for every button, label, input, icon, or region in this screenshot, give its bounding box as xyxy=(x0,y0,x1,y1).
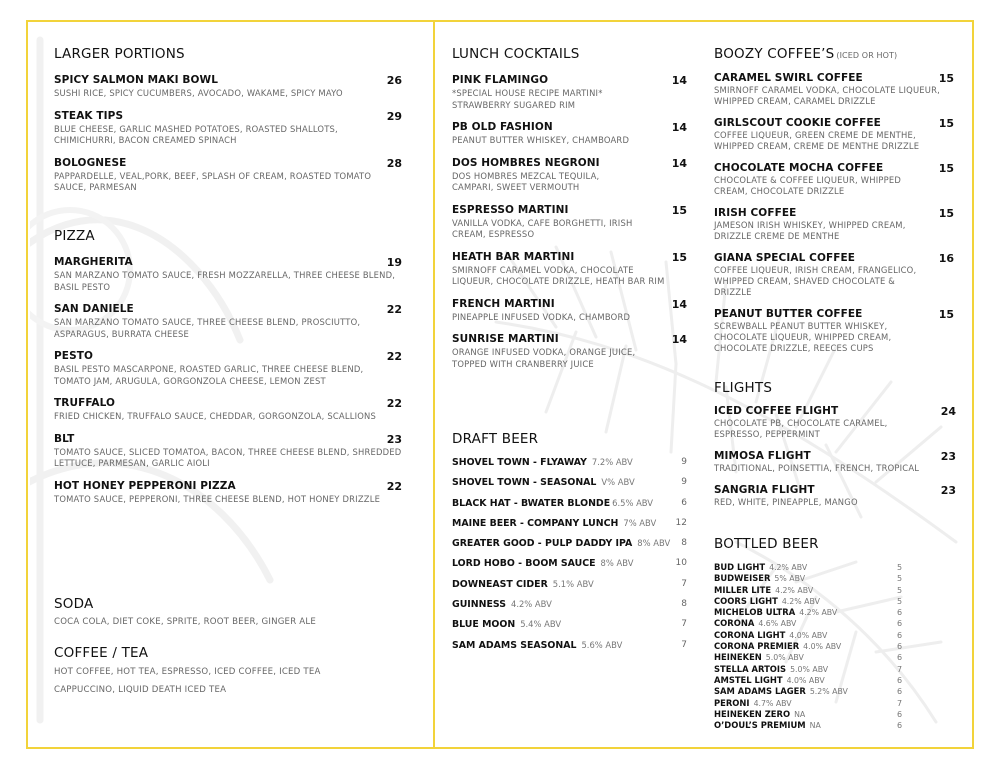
item-description: BASIL PESTO MASCARPONE, ROASTED GARLIC, THREE CHEESE BLEND, TOMATO JAM, ARUGULA, GORGONZOLA CHEESE, LEMON ZEST xyxy=(54,364,364,386)
beer-name: CORONA xyxy=(714,618,755,629)
item-description: TOMATO SAUCE, SLICED TOMATOA, BACON, THREE CHEESE BLEND, SHREDDED LETTUCE, PARMESAN, GARLIC AIOLI xyxy=(54,446,402,468)
beer-name: HEINEKEN ZERO xyxy=(714,708,791,719)
item-name: PESTO xyxy=(54,350,94,362)
item-price: 22 xyxy=(386,397,402,410)
beer-abv: 7% ABV xyxy=(623,517,657,528)
page-divider xyxy=(433,20,435,749)
item-price: 28 xyxy=(386,156,402,170)
item-description: *SPECIAL HOUSE RECIPE MARTINI* STRAWBERRY SUGARED RIM xyxy=(452,88,603,110)
beer-name: O’DOUL’S PREMIUM xyxy=(714,720,806,731)
menu-item xyxy=(54,74,402,100)
section-title: DRAFT BEER xyxy=(452,431,539,447)
beer-abv: 4.2% ABV xyxy=(799,608,838,618)
item-description: PAPPARDELLE, VEAL,PORK, BEEF, SPLASH OF CREAM, ROASTED TOMATO SAUCE, PARMESAN xyxy=(54,170,372,192)
item-description: PINEAPPLE INFUSED VODKA, CHAMBORD xyxy=(452,311,631,322)
item-price: 23 xyxy=(386,432,402,446)
item-name: PB OLD FASHION xyxy=(452,121,553,133)
beer-price: 6 xyxy=(897,642,903,652)
menu-item xyxy=(452,251,687,288)
item-price: 26 xyxy=(386,74,402,87)
item-price: 29 xyxy=(386,109,402,123)
menu-item xyxy=(54,480,402,506)
beer-row xyxy=(452,517,687,537)
item-description: CHOCOLATE PB, CHOCOLATE CARAMEL, ESPRESSO, PEPPERMINT xyxy=(714,418,888,439)
menu-item xyxy=(452,298,687,324)
beer-price: 6 xyxy=(897,709,903,719)
item-name: CARAMEL SWIRL COFFEE xyxy=(714,72,863,84)
beer-price: 6 xyxy=(897,608,903,618)
item-name: STEAK TIPS xyxy=(54,109,124,122)
beer-row xyxy=(452,557,687,577)
beer-name: MILLER LITE xyxy=(714,584,772,595)
beer-abv: 8% ABV xyxy=(637,538,671,549)
item-description: DOS HOMBRES MEZCAL TEQUILA, CAMPARI, SWEET VERMOUTH xyxy=(452,170,600,192)
item-name: BOLOGNESE xyxy=(54,156,127,169)
item-description: COFFEE LIQUEUR, IRISH CREAM, FRANGELICO, WHIPPED CREAM, SHAVED CHOCOLATE & DRIZZLE xyxy=(714,265,917,297)
item-name: PEANUT BUTTER COFFEE xyxy=(714,308,863,320)
beer-name: GREATER GOOD - PULP DADDY IPA xyxy=(452,538,633,550)
beer-name: SHOVEL TOWN - FLYAWAY xyxy=(452,457,587,468)
item-name: MIMOSA FLIGHT xyxy=(714,450,811,462)
beer-name: CORONA LIGHT xyxy=(714,629,786,640)
beer-row xyxy=(452,618,687,638)
item-description: FRIED CHICKEN, TRUFFALO SAUCE, CHEDDAR, GORGONZOLA, SCALLIONS xyxy=(54,411,377,421)
menu-item xyxy=(714,207,954,242)
item-name: FRENCH MARTINI xyxy=(452,297,555,310)
item-description: RED, WHITE, PINEAPPLE, MANGO xyxy=(714,497,858,507)
item-price: 22 xyxy=(386,350,402,363)
item-description: SMIRNOFF CARAMEL VODKA, CHOCOLATE LIQUEUR, CHOCOLATE DRIZZLE, HEATH BAR RIM xyxy=(452,264,665,286)
beer-price: 6 xyxy=(897,653,903,663)
item-price: 22 xyxy=(386,479,402,493)
item-price: 14 xyxy=(671,297,687,311)
bottle-row xyxy=(714,664,954,675)
beer-name: PERONI xyxy=(714,697,750,708)
section-title xyxy=(714,46,954,62)
item-description: SMIRNOFF CARAMEL VODKA, CHOCOLATE LIQUEUR, WHIPPED CREAM, CARAMEL DRIZZLE xyxy=(714,85,940,106)
item-name: MARGHERITA xyxy=(54,256,133,268)
beer-abv: 4.7% ABV xyxy=(753,698,792,708)
item-description: SCREWBALL PEANUT BUTTER WHISKEY, CHOCOLATE LIQUEUR, WHIPPED CREAM, CHOCOLATE DRIZZLE, REECES CUPS xyxy=(714,321,892,353)
section-title: LARGER PORTIONS xyxy=(54,46,185,62)
section-pizza xyxy=(54,228,402,505)
bottle-row xyxy=(714,686,954,697)
beer-name: BLACK HAT - BWATER BLONDE xyxy=(452,497,611,509)
menu-item xyxy=(54,110,402,147)
section-title: COFFEE / TEA xyxy=(54,645,149,661)
item-price: 15 xyxy=(671,203,687,217)
item-price: 15 xyxy=(938,308,954,321)
beer-price: 7 xyxy=(897,698,903,708)
item-description: JAMESON IRISH WHISKEY, WHIPPED CREAM, DRIZZLE CREME DE MENTHE xyxy=(714,220,906,241)
item-price: 23 xyxy=(940,450,956,463)
bottle-row xyxy=(714,675,954,686)
item-name: CHOCOLATE MOCHA COFFEE xyxy=(714,162,884,174)
item-price: 14 xyxy=(671,74,687,87)
beer-abv: 4.0% ABV xyxy=(803,642,842,652)
item-description: CHOCOLATE & COFFEE LIQUEUR, WHIPPED CREAM, CHOCOLATE DRIZZLE xyxy=(714,175,902,196)
beer-price: 5 xyxy=(897,585,903,595)
item-price: 22 xyxy=(386,303,402,316)
menu-item xyxy=(54,303,402,340)
item-description: VANILLA VODKA, CAFE BORGHETTI, IRISH CREAM, ESPRESSO xyxy=(452,217,633,239)
beer-price: 7 xyxy=(681,639,687,650)
beer-abv: 4.2% ABV xyxy=(510,599,552,610)
beer-name: COORS LIGHT xyxy=(714,595,778,606)
item-price: 24 xyxy=(940,405,956,418)
item-name: GIANA SPECIAL COFFEE xyxy=(714,252,856,264)
beer-abv: 5.2% ABV xyxy=(809,687,848,697)
section-title: PIZZA xyxy=(54,228,95,244)
item-price: 15 xyxy=(938,207,954,220)
beer-name: HEINEKEN xyxy=(714,652,762,663)
section-boozy-coffees xyxy=(714,46,954,354)
item-price: 16 xyxy=(938,252,954,265)
menu-item xyxy=(54,256,402,293)
menu-item xyxy=(714,252,954,298)
item-price: 15 xyxy=(938,162,954,175)
item-name: HOT HONEY PEPPERONI PIZZA xyxy=(54,479,236,492)
beer-price: 6 xyxy=(897,721,903,731)
beer-name: GUINNESS xyxy=(452,599,506,611)
beer-row xyxy=(452,639,687,659)
section-subtitle: (ICED OR HOT) xyxy=(836,51,898,60)
item-name: DOS HOMBRES NEGRONI xyxy=(452,156,600,169)
menu-item xyxy=(54,433,402,470)
section-flights xyxy=(714,380,956,508)
beer-price: 7 xyxy=(681,619,687,630)
item-price: 15 xyxy=(938,117,954,130)
menu-item xyxy=(54,157,402,194)
beer-name: BUD LIGHT xyxy=(714,562,766,572)
beer-abv: 4.2% ABV xyxy=(781,596,820,606)
beer-abv: 5.0% ABV xyxy=(765,653,804,663)
beer-price: 5 xyxy=(897,596,903,606)
menu-item xyxy=(714,450,956,474)
bottle-row xyxy=(714,698,954,709)
beer-abv: 5.6% ABV xyxy=(581,639,623,650)
bottle-row xyxy=(714,618,954,629)
menu-item xyxy=(714,162,954,197)
beer-name: DOWNEAST CIDER xyxy=(452,578,548,590)
beer-abv: 4.2% ABV xyxy=(769,563,808,572)
item-description: ORANGE INFUSED VODKA, ORANGE JUICE, TOPPED WITH CRANBERRY JUICE xyxy=(452,347,636,369)
section-title-text: BOOZY COFFEE’S xyxy=(714,46,835,62)
menu-item xyxy=(714,405,956,440)
beer-price: 8 xyxy=(681,538,687,549)
beer-price: 7 xyxy=(681,578,687,589)
beer-name: LORD HOBO - BOOM SAUCE xyxy=(452,558,596,570)
menu-item xyxy=(452,121,687,147)
menu-item xyxy=(54,350,402,387)
beer-name: AMSTEL LIGHT xyxy=(714,674,783,685)
item-price: 14 xyxy=(671,156,687,170)
beer-price: 6 xyxy=(897,687,903,697)
section-bottled-beer xyxy=(714,536,954,731)
item-description: TOMATO SAUCE, PEPPERONI, THREE CHEESE BLEND, HOT HONEY DRIZZLE xyxy=(54,493,381,504)
beer-name: MICHELOB ULTRA xyxy=(714,607,796,618)
item-name: ESPRESSO MARTINI xyxy=(452,203,569,216)
beer-price: 7 xyxy=(897,664,903,674)
beer-price: 8 xyxy=(681,599,687,610)
beer-name: BLUE MOON xyxy=(452,619,516,631)
beer-abv: NA xyxy=(794,709,806,719)
beer-name: SAM ADAMS SEASONAL xyxy=(452,639,577,651)
menu-item xyxy=(714,117,954,152)
item-price: 14 xyxy=(671,121,687,134)
beer-row xyxy=(452,598,687,618)
beer-price: 12 xyxy=(675,517,687,528)
menu-item xyxy=(452,333,687,370)
section-title: SODA xyxy=(54,596,94,612)
menu-item xyxy=(54,397,402,423)
beer-price: 5 xyxy=(897,563,903,572)
beer-name: BUDWEISER xyxy=(714,573,771,584)
bottle-row xyxy=(714,720,954,731)
bottle-row xyxy=(714,607,954,618)
beer-row xyxy=(452,476,687,496)
beer-price: 10 xyxy=(675,558,687,569)
item-description: SAN MARZANO TOMATO SAUCE, FRESH MOZZARELLA, THREE CHEESE BLEND, BASIL PESTO xyxy=(54,270,396,292)
beer-row xyxy=(452,537,687,557)
section-coffee-tea xyxy=(54,645,402,696)
beer-abv: 5.1% ABV xyxy=(552,578,594,589)
section-title: LUNCH COCKTAILS xyxy=(452,46,580,62)
bottle-row xyxy=(714,630,954,641)
item-price: 23 xyxy=(940,484,956,497)
beer-row xyxy=(452,497,687,517)
coffee-tea-list: HOT COFFEE, HOT TEA, ESPRESSO, ICED COFFEE, ICED TEA xyxy=(54,667,321,677)
beer-abv: V% ABV xyxy=(601,477,635,488)
beer-name: CORONA PREMIER xyxy=(714,641,800,652)
item-price: 15 xyxy=(938,72,954,85)
item-name: TRUFFALO xyxy=(54,397,116,409)
beer-price: 9 xyxy=(681,477,687,488)
beer-abv: 5.4% ABV xyxy=(520,619,562,630)
section-draft-beer xyxy=(452,431,687,659)
item-price: 15 xyxy=(671,250,687,264)
beer-abv: 4.6% ABV xyxy=(758,619,797,629)
menu-item xyxy=(714,484,956,508)
beer-row xyxy=(452,456,687,476)
beer-abv: NA xyxy=(809,721,821,731)
beer-abv: 5.0% ABV xyxy=(790,664,829,674)
beer-name: SHOVEL TOWN - SEASONAL xyxy=(452,477,597,489)
beer-row xyxy=(452,578,687,598)
item-name: PINK FLAMINGO xyxy=(452,74,549,86)
menu-item xyxy=(452,204,687,241)
coffee-tea-list: CAPPUCCINO, LIQUID DEATH ICED TEA xyxy=(54,684,227,695)
bottle-row xyxy=(714,641,954,652)
menu-item xyxy=(714,308,954,354)
beer-price: 6 xyxy=(681,497,687,508)
beer-name: MAINE BEER - COMPANY LUNCH xyxy=(452,517,619,529)
item-name: IRISH COFFEE xyxy=(714,207,797,219)
item-description: PEANUT BUTTER WHISKEY, CHAMBOARD xyxy=(452,135,630,145)
bottle-row xyxy=(714,585,954,596)
item-description: TRADITIONAL, POINSETTIA, FRENCH, TROPICAL xyxy=(714,463,920,473)
item-description: SUSHI RICE, SPICY CUCUMBERS, AVOCADO, WAKAME, SPICY MAYO xyxy=(54,88,343,98)
item-description: BLUE CHEESE, GARLIC MASHED POTATOES, ROASTED SHALLOTS, CHIMICHURRI, BACON CREAMED SPINACH xyxy=(54,123,338,145)
item-name: BLT xyxy=(54,432,75,445)
item-name: SAN DANIELE xyxy=(54,303,134,315)
soda-list: COCA COLA, DIET COKE, SPRITE, ROOT BEER, GINGER ALE xyxy=(54,617,316,627)
item-description: COFFEE LIQUEUR, GREEN CREME DE MENTHE, WHIPPED CREAM, CREME DE MENTHE DRIZZLE xyxy=(714,130,920,151)
beer-abv: 7.2% ABV xyxy=(591,457,633,467)
item-name: SANGRIA FLIGHT xyxy=(714,484,815,496)
beer-abv: 4.0% ABV xyxy=(786,675,825,685)
beer-abv: 4.2% ABV xyxy=(775,585,814,595)
item-name: GIRLSCOUT COOKIE COFFEE xyxy=(714,117,881,129)
bottle-row xyxy=(714,652,954,663)
section-larger-portions xyxy=(54,46,402,194)
item-name: SPICY SALMON MAKI BOWL xyxy=(54,74,219,86)
beer-price: 6 xyxy=(897,619,903,629)
beer-abv: 6.5% ABV xyxy=(612,497,654,508)
section-title: BOTTLED BEER xyxy=(714,536,819,552)
menu-item xyxy=(452,74,687,111)
beer-abv: 8% ABV xyxy=(600,558,634,569)
beer-price: 6 xyxy=(897,675,903,685)
bottle-row xyxy=(714,573,954,584)
beer-name: STELLA ARTOIS xyxy=(714,663,787,674)
beer-price: 9 xyxy=(681,457,687,467)
beer-abv: 4.0% ABV xyxy=(789,630,828,640)
bottle-row xyxy=(714,562,954,573)
bottle-row xyxy=(714,596,954,607)
item-name: ICED COFFEE FLIGHT xyxy=(714,405,839,417)
beer-price: 5 xyxy=(897,574,903,584)
menu-item xyxy=(714,72,954,107)
beer-price: 6 xyxy=(897,630,903,640)
beer-name: SAM ADAMS LAGER xyxy=(714,686,806,697)
section-lunch-cocktails xyxy=(452,46,687,370)
item-description: SAN MARZANO TOMATO SAUCE, THREE CHEESE BLEND, PROSCIUTTO, ASPARAGUS, BURRATA CHEESE xyxy=(54,317,361,339)
beer-abv: 5% ABV xyxy=(774,574,806,584)
item-price: 19 xyxy=(386,256,402,269)
bottle-row xyxy=(714,709,954,720)
item-name: SUNRISE MARTINI xyxy=(452,333,559,345)
menu-item xyxy=(452,157,687,194)
section-title: FLIGHTS xyxy=(714,380,773,396)
section-soda xyxy=(54,596,402,629)
item-price: 14 xyxy=(671,333,687,346)
item-name: HEATH BAR MARTINI xyxy=(452,250,575,263)
